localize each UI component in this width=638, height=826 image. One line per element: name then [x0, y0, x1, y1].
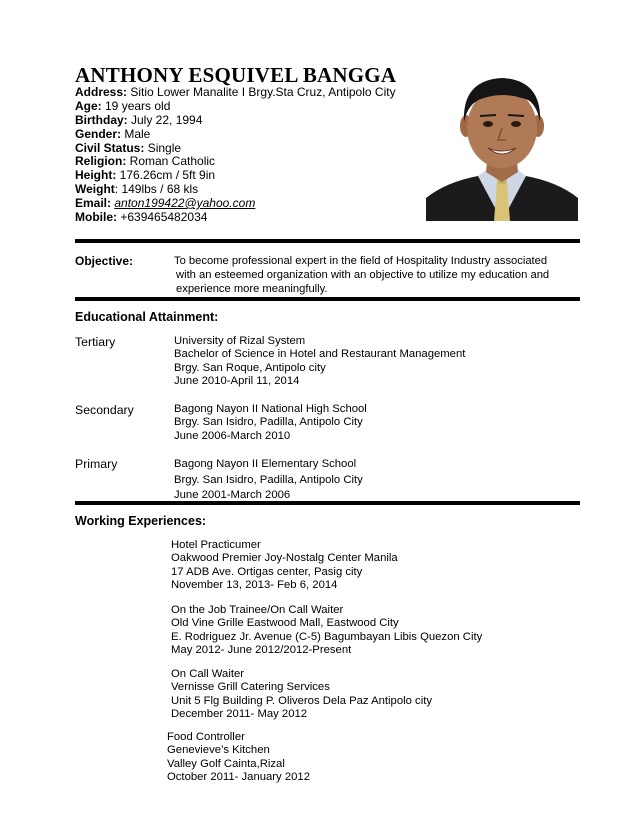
- entry-line: Bagong Nayon II National High School: [174, 403, 367, 415]
- entry-line: Bachelor of Science in Hotel and Restaurant Management: [174, 348, 466, 361]
- entry-line: On Call Waiter: [171, 668, 245, 680]
- applicant-name: ANTHONY ESQUIVEL BANGGA: [75, 63, 397, 87]
- education-level-primary: Primary: [75, 457, 118, 471]
- field-label: Gender:: [75, 127, 122, 141]
- entry-line: On the Job Trainee/On Call Waiter: [171, 604, 344, 616]
- email-line: [75, 197, 255, 211]
- entry-line: Unit 5 Flg Building P. Oliveros Dela Paz Antipolo city: [171, 694, 433, 707]
- religion-line: [75, 155, 215, 169]
- field-label: Weight: [75, 182, 115, 196]
- education-heading: Educational Attainment:: [75, 310, 219, 324]
- work-heading: Working Experiences:: [75, 514, 207, 528]
- entry-line: Brgy. San Isidro, Padilla, Antipolo City: [174, 416, 363, 429]
- weight-line: [75, 183, 198, 197]
- field-value: Roman Catholic: [126, 154, 216, 168]
- entry-line: May 2012- June 2012/2012-Present: [171, 643, 352, 656]
- field-label: Birthday:: [75, 113, 128, 127]
- entry-line: Brgy. San Roque, Antipolo city: [174, 361, 326, 374]
- entry-line: Food Controller: [167, 731, 245, 743]
- field-value: July 22, 1994: [127, 113, 203, 127]
- portrait-illustration: [426, 70, 578, 221]
- entry-line: October 2011- January 2012: [167, 770, 310, 783]
- work-entry: [171, 604, 482, 657]
- entry-line: Vernisse Grill Catering Services: [171, 681, 330, 694]
- entry-line: Bagong Nayon II Elementary School: [174, 458, 357, 470]
- objective-label: Objective:: [75, 254, 134, 268]
- entry-line: 17 ADB Ave. Ortigas center, Pasig city: [171, 565, 363, 578]
- education-entry: [174, 457, 363, 502]
- work-entry: [167, 731, 310, 784]
- entry-line: December 2011- May 2012: [171, 707, 308, 720]
- work-entry: [171, 668, 432, 721]
- birthday-line: [75, 114, 202, 128]
- entry-line: E. Rodriguez Jr. Avenue (C-5) Bagumbayan Libis Quezon City: [171, 630, 483, 643]
- field-value: +639465482034: [117, 210, 208, 224]
- entry-line: Hotel Practicumer: [171, 539, 261, 551]
- field-value: 19 years old: [101, 99, 171, 113]
- height-line: [75, 169, 215, 183]
- section-divider: [75, 297, 580, 301]
- field-label: Mobile:: [75, 210, 117, 224]
- age-line: [75, 100, 170, 114]
- field-label: Age:: [75, 99, 102, 113]
- objective-line: experience more meaningfully.: [176, 283, 328, 295]
- work-entry: [171, 539, 398, 592]
- field-value: : 149lbs / 68 kls: [114, 182, 199, 196]
- education-level-tertiary: Tertiary: [75, 335, 116, 349]
- entry-line: Valley Golf Cainta,Rizal: [167, 757, 285, 770]
- gender-line: [75, 128, 150, 142]
- education-entry: [174, 335, 465, 388]
- objective-text: [174, 254, 574, 296]
- field-label: Email:: [75, 196, 112, 210]
- field-label: Civil Status:: [75, 141, 145, 155]
- entry-line: Brgy. San Isidro, Padilla, Antipolo City: [174, 474, 363, 487]
- entry-line: Old Vine Grille Eastwood Mall, Eastwood City: [171, 617, 399, 630]
- field-value: 176.26cm / 5ft 9in: [116, 168, 216, 182]
- address-line: [75, 86, 396, 100]
- email-link[interactable]: anton199422@yahoo.com: [114, 196, 256, 210]
- field-value: Male: [121, 127, 151, 141]
- field-label: Religion:: [75, 154, 127, 168]
- section-divider: [75, 239, 580, 243]
- entry-line: Genevieve’s Kitchen: [167, 744, 270, 757]
- entry-line: November 13, 2013- Feb 6, 2014: [171, 578, 338, 591]
- education-entry: [174, 403, 367, 443]
- section-divider: [75, 501, 580, 505]
- entry-line: June 2006-March 2010: [174, 429, 291, 442]
- field-value: Sitio Lower Manalite I Brgy.Sta Cruz, Antipolo City: [127, 85, 396, 99]
- mobile-line: [75, 211, 207, 225]
- field-value: Single: [144, 141, 182, 155]
- entry-line: University of Rizal System: [174, 335, 306, 347]
- objective-line: with an esteemed organization with an objective to utilize my education and: [176, 269, 550, 281]
- education-level-secondary: Secondary: [75, 403, 134, 417]
- field-label: Address:: [75, 85, 128, 99]
- entry-line: June 2001-March 2006: [174, 488, 291, 501]
- field-label: Height:: [75, 168, 117, 182]
- objective-line: To become professional expert in the field of Hospitality Industry associated: [174, 255, 548, 267]
- profile-photo: [426, 70, 578, 221]
- entry-line: June 2010-April 11, 2014: [174, 374, 300, 387]
- entry-line: Oakwood Premier Joy-Nostalg Center Manila: [171, 552, 398, 565]
